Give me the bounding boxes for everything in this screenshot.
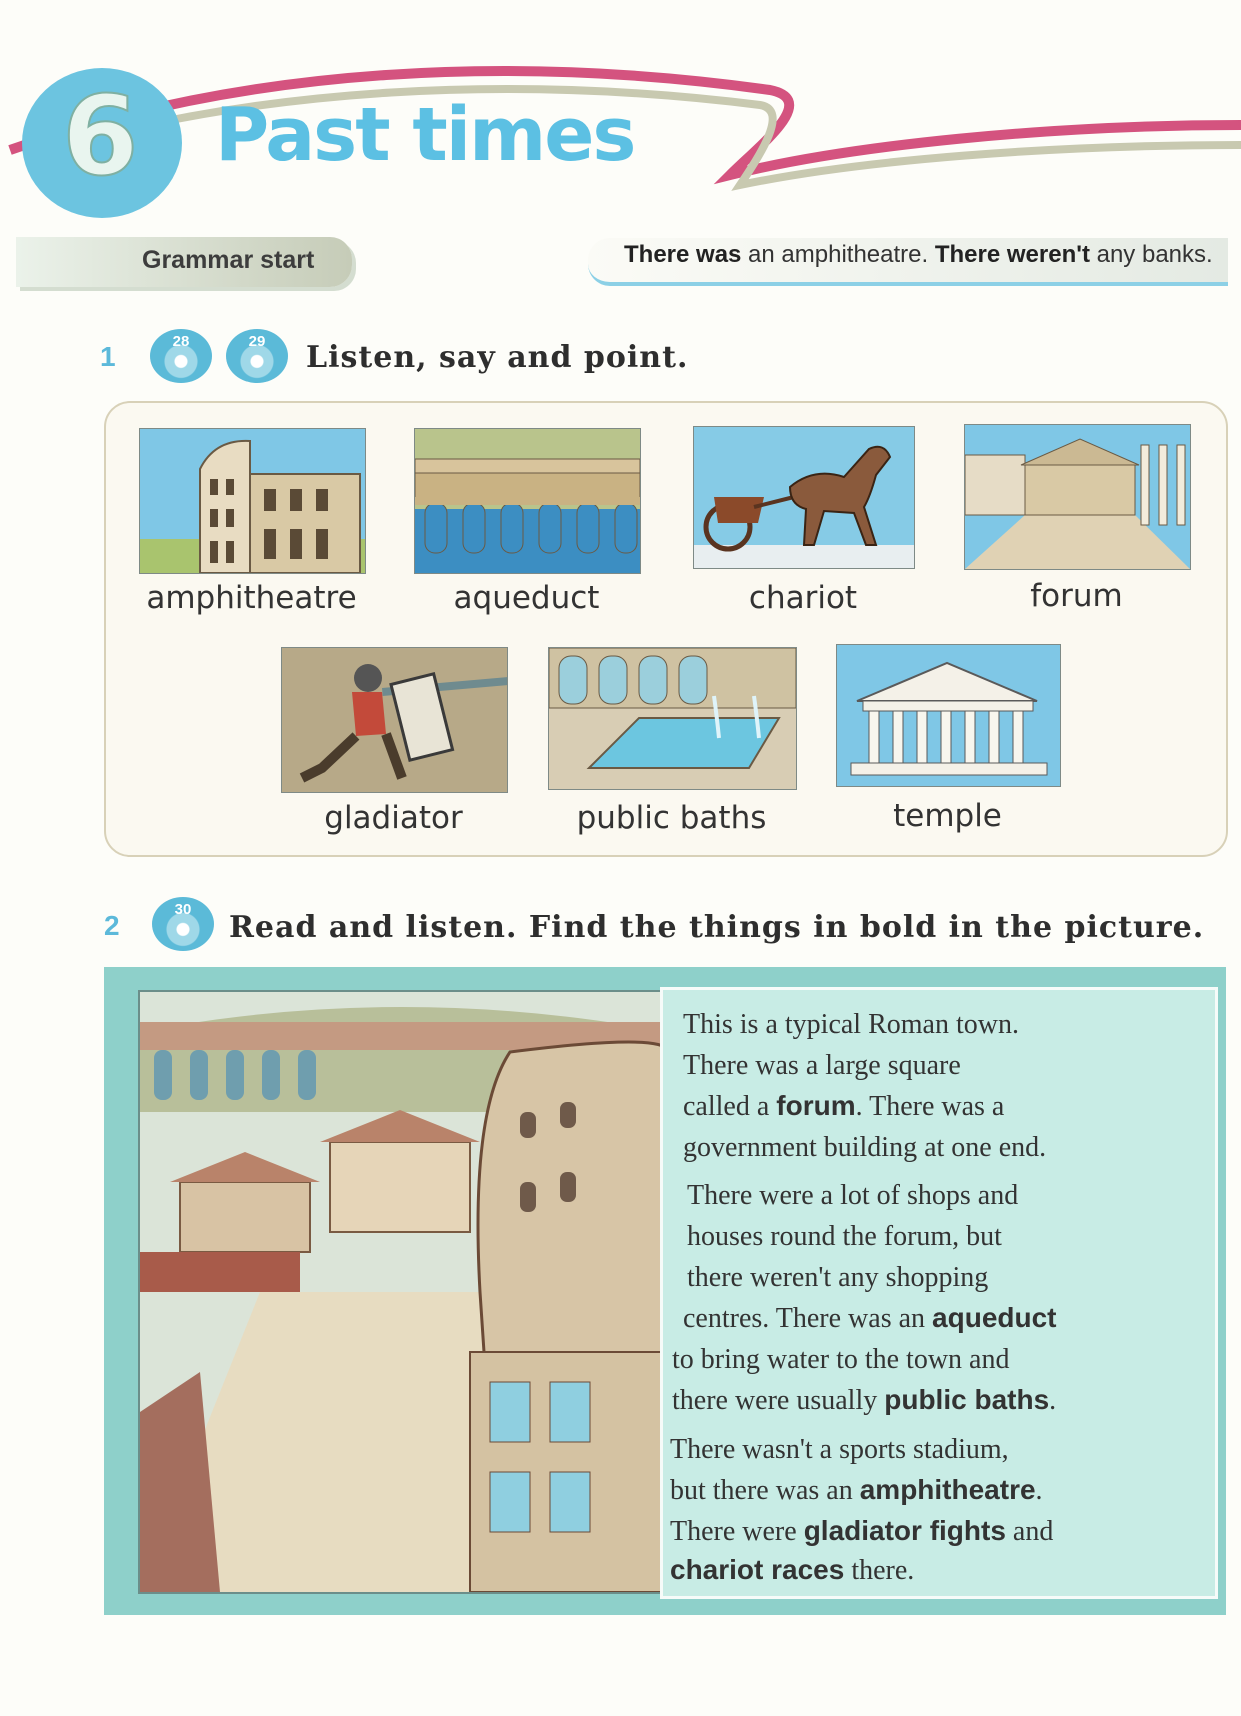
exercise-1-instruction: Listen, say and point. xyxy=(306,340,689,375)
cd-track-28-icon[interactable]: 28 xyxy=(150,329,212,383)
cd-track-30-icon[interactable]: 30 xyxy=(152,897,214,951)
vocab-label-gladiator: gladiator xyxy=(324,800,463,836)
roman-town-picture xyxy=(138,990,670,1594)
reading-line: to bring water to the town and xyxy=(672,1344,1010,1375)
aqueduct-picture xyxy=(414,428,641,574)
reading-line: houses round the forum, but xyxy=(687,1221,1002,1252)
reading-line: There were a lot of shops and xyxy=(687,1180,1019,1211)
reading-line: government building at one end. xyxy=(683,1132,1047,1163)
reading-line: but there was an amphitheatre. xyxy=(670,1474,1043,1506)
gladiator-picture xyxy=(281,647,508,793)
reading-line: there were usually public baths. xyxy=(672,1384,1057,1416)
reading-line: There were gladiator fights and xyxy=(670,1515,1054,1547)
grammar-start-label: Grammar start xyxy=(142,246,315,274)
unit-number: 6 xyxy=(62,72,139,200)
unit-title: Past times xyxy=(215,92,635,178)
amphitheatre-picture xyxy=(139,428,366,574)
reading-line: there weren't any shopping xyxy=(687,1262,989,1293)
forum-picture xyxy=(964,424,1191,570)
vocab-label-amphitheatre: amphitheatre xyxy=(146,580,357,616)
reading-line: There was a large square xyxy=(683,1050,961,1081)
exercise-1-number: 1 xyxy=(100,341,116,372)
temple-picture xyxy=(836,644,1061,787)
vocab-label-aqueduct: aqueduct xyxy=(453,580,600,616)
vocab-label-temple: temple xyxy=(893,798,1002,834)
cd-track-29-icon[interactable]: 29 xyxy=(226,329,288,383)
vocab-label-public-baths: public baths xyxy=(576,800,767,836)
exercise-2-instruction: Read and listen. Find the things in bold in the picture. xyxy=(229,910,1205,945)
reading-line: This is a typical Roman town. xyxy=(683,1009,1019,1040)
exercise-2-number: 2 xyxy=(104,910,120,941)
public-baths-picture xyxy=(548,647,797,790)
vocab-label-forum: forum xyxy=(1030,578,1123,614)
vocab-label-chariot: chariot xyxy=(748,580,858,616)
grammar-example-text: There was an amphitheatre. There weren't any banks. xyxy=(624,241,1213,268)
reading-line: There wasn't a sports stadium, xyxy=(670,1434,1009,1465)
reading-line: called a forum. There was a xyxy=(683,1090,1005,1122)
reading-line: centres. There was an aqueduct xyxy=(683,1302,1057,1334)
reading-line: chariot races there. xyxy=(670,1554,915,1586)
chariot-picture xyxy=(693,426,915,569)
